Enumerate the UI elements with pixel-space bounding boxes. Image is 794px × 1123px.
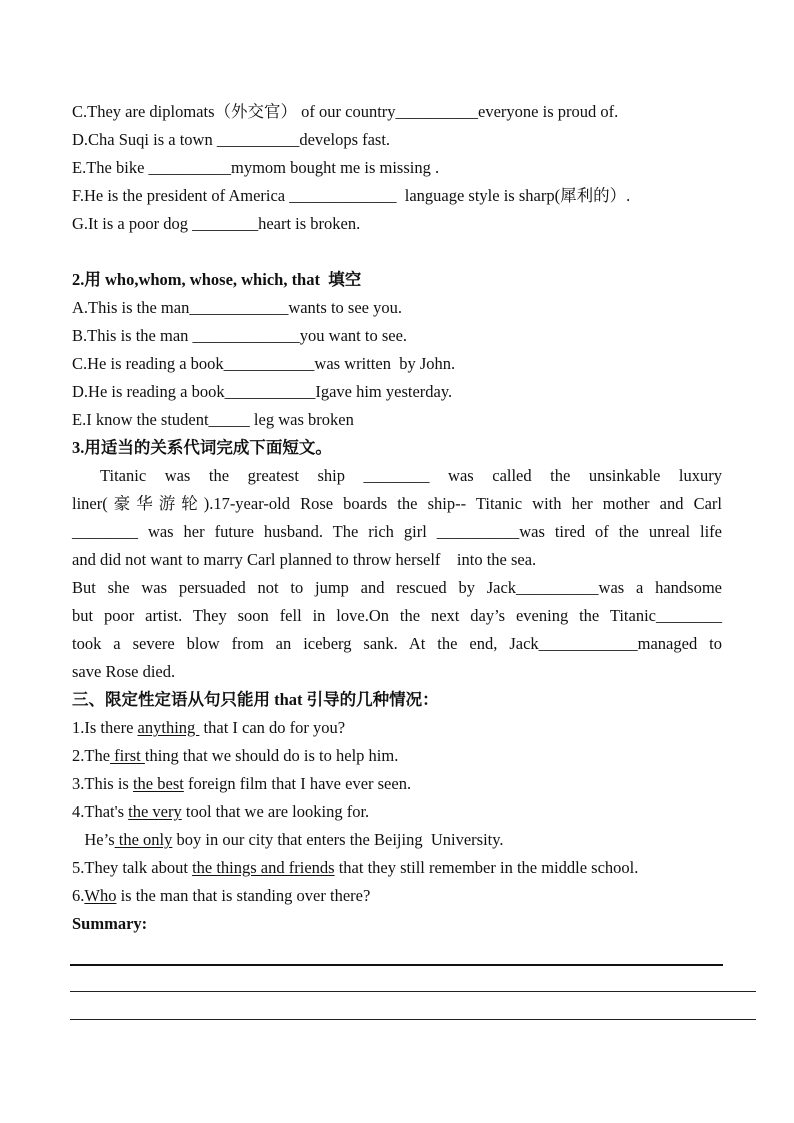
example-text: that I can do for you? bbox=[199, 718, 346, 737]
exercise-line-d: D.Cha Suqi is a town __________develops fast. bbox=[72, 130, 391, 149]
summary-writing-line-2[interactable] bbox=[70, 991, 756, 992]
rule-example-4 bbox=[72, 802, 369, 822]
example-underlined: Who bbox=[84, 886, 117, 905]
passage-line-4: and did not want to marry Carl planned to throw herself into the sea. bbox=[72, 550, 537, 569]
section4-heading: 三、限定性定语从句只能用 that 引导的几种情况： bbox=[72, 690, 439, 709]
example-text: 4.That's bbox=[72, 802, 129, 821]
passage-line-1: Titanic was the greatest ship ________ was called the unsinkable luxury bbox=[100, 466, 722, 485]
example-text: 5.They talk about bbox=[72, 858, 193, 877]
example-text: 6. bbox=[72, 886, 85, 905]
section2-item-e: E.I know the student_____ leg was broken bbox=[72, 410, 354, 429]
example-text: 1.Is there bbox=[72, 718, 138, 737]
passage-line-6: but poor artist. They soon fell in love.On the next day’s evening the Titanic________ bbox=[72, 606, 722, 625]
example-text: is the man that is standing over there? bbox=[116, 886, 371, 905]
exercise-line-e: E.The bike __________mymom bought me is missing . bbox=[72, 158, 440, 177]
passage-line-8: save Rose died. bbox=[72, 662, 176, 681]
example-text: foreign film that I have ever seen. bbox=[183, 774, 412, 793]
rule-example-5 bbox=[72, 858, 638, 878]
summary-writing-line-3[interactable] bbox=[70, 1019, 756, 1020]
rule-example-6 bbox=[72, 886, 370, 906]
example-underlined: first bbox=[110, 746, 145, 765]
passage-line-5: But she was persuaded not to jump and rescued by Jack__________was a handsome bbox=[72, 578, 722, 597]
rule-example-3 bbox=[72, 774, 411, 794]
rule-example-2 bbox=[72, 746, 398, 766]
example-text: tool that we are looking for. bbox=[181, 802, 370, 821]
passage-line-7: took a severe blow from an iceberg sank. At the end, Jack____________managed to bbox=[72, 634, 722, 653]
section2-item-c: C.He is reading a book___________was written by John. bbox=[72, 354, 456, 373]
example-underlined: the very bbox=[128, 802, 182, 821]
section2-item-b: B.This is the man _____________you want to see. bbox=[72, 326, 408, 345]
rule-example-1 bbox=[72, 718, 345, 738]
example-text: 2.The bbox=[72, 746, 111, 765]
section2-heading: 2.用 who,whom, whose, which, that 填空 bbox=[72, 270, 362, 289]
section3-heading: 3.用适当的关系代词完成下面短文。 bbox=[72, 438, 332, 457]
example-text: thing that we should do is to help him. bbox=[144, 746, 399, 765]
passage-line-3: ________ was her future husband. The rich girl __________was tired of the unreal life bbox=[72, 522, 722, 541]
summary-writing-line-1[interactable] bbox=[70, 964, 723, 966]
example-text: boy in our city that enters the Beijing University. bbox=[172, 830, 504, 849]
section2-item-d: D.He is reading a book___________Igave him yesterday. bbox=[72, 382, 453, 401]
example-underlined: the things and friends bbox=[192, 858, 335, 877]
example-text: He’s bbox=[72, 830, 115, 849]
exercise-line-c: C.They are diplomats（外交官） of our country__________everyone is proud of. bbox=[72, 102, 619, 121]
exercise-line-f: F.He is the president of America _____________ language style is sharp(犀利的）. bbox=[72, 186, 631, 205]
example-text: that they still remember in the middle school. bbox=[334, 858, 639, 877]
example-underlined: anything bbox=[137, 718, 200, 737]
passage-line-2: liner(豪华游轮).17-year-old Rose boards the ship-- Titanic with her mother and Carl bbox=[72, 494, 722, 513]
example-text: 3.This is bbox=[72, 774, 133, 793]
example-underlined: the only bbox=[114, 830, 173, 849]
exercise-line-g: G.It is a poor dog ________heart is broken. bbox=[72, 214, 361, 233]
section2-item-a: A.This is the man____________wants to see you. bbox=[72, 298, 402, 317]
summary-label: Summary: bbox=[72, 914, 148, 933]
example-underlined: the best bbox=[132, 774, 184, 793]
rule-example-4b bbox=[72, 830, 504, 850]
